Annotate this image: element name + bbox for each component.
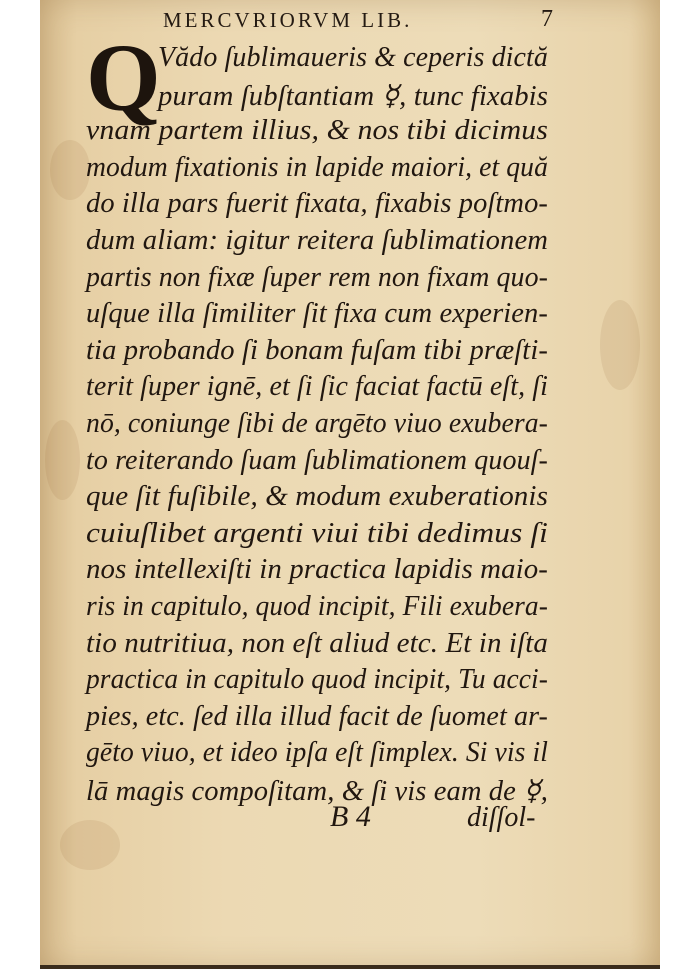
text-line: tia probando ſi bonam fuſam tibi præſti-: [86, 334, 548, 366]
text-line: ris in capitulo, quod incipit, Fili exubera-: [86, 591, 548, 622]
text-line: do illa pars fuerit fixata, fixabis poſtmo-: [86, 188, 548, 220]
paper-stain: [60, 820, 120, 870]
text-line: vnam partem illius, & nos tibi dicimus: [86, 115, 548, 147]
signature-mark: B 4: [330, 800, 371, 833]
paper-stain: [600, 300, 640, 390]
text-line: partis non fixæ ſuper rem non fixam quo-: [86, 261, 548, 293]
running-head: [163, 8, 553, 38]
folio-number: 7: [541, 6, 553, 32]
text-line: to reiterando ſuam ſublimationem quouſ-: [86, 444, 548, 476]
drop-capital: Q: [86, 24, 161, 131]
text-line: Vădo ſublimaueris & ceperis dictă: [158, 42, 548, 73]
paper-stain: [45, 420, 80, 500]
page-edge: [40, 965, 660, 969]
text-line: nō, coniunge ſibi de argēto viuo exubera-: [86, 408, 548, 439]
running-title: MERCVRIORVM LIB.: [163, 8, 413, 32]
text-line: dum aliam: igitur reitera ſublimationem: [86, 225, 548, 256]
text-line: tio nutritiua, non eſt aliud etc. Et in iſta: [86, 627, 548, 659]
text-line: practica in capitulo quod incipit, Tu acci-: [86, 664, 548, 696]
text-line: que ſit fuſibile, & modum exuberationis: [86, 481, 548, 513]
text-line: modum fixationis in lapide maiori, et quă: [86, 151, 548, 183]
text-line: puram ſubſtantiam ☿, tunc fixabis: [158, 80, 548, 112]
text-line: lā magis compoſitam, & ſi vis eam de ☿,: [86, 776, 548, 807]
text-line: pies, etc. ſed illa illud facit de ſuomet ar-: [86, 700, 548, 732]
text-line: gēto viuo, et ideo ipſa eſt ſimplex. Si vis il: [86, 737, 548, 769]
text-line: terit ſuper ignē, et ſi ſic faciat factū eſt, ſi: [86, 371, 548, 403]
text-line: cuiuſlibet argenti viui tibi dedimus ſi: [86, 517, 548, 549]
text-line: nos intellexiſti in practica lapidis maio-: [86, 554, 548, 586]
paper-stain: [50, 140, 90, 200]
catchword: diſſol-: [467, 802, 536, 833]
text-line: uſque illa ſimiliter ſit fixa cum experien-: [86, 298, 548, 330]
